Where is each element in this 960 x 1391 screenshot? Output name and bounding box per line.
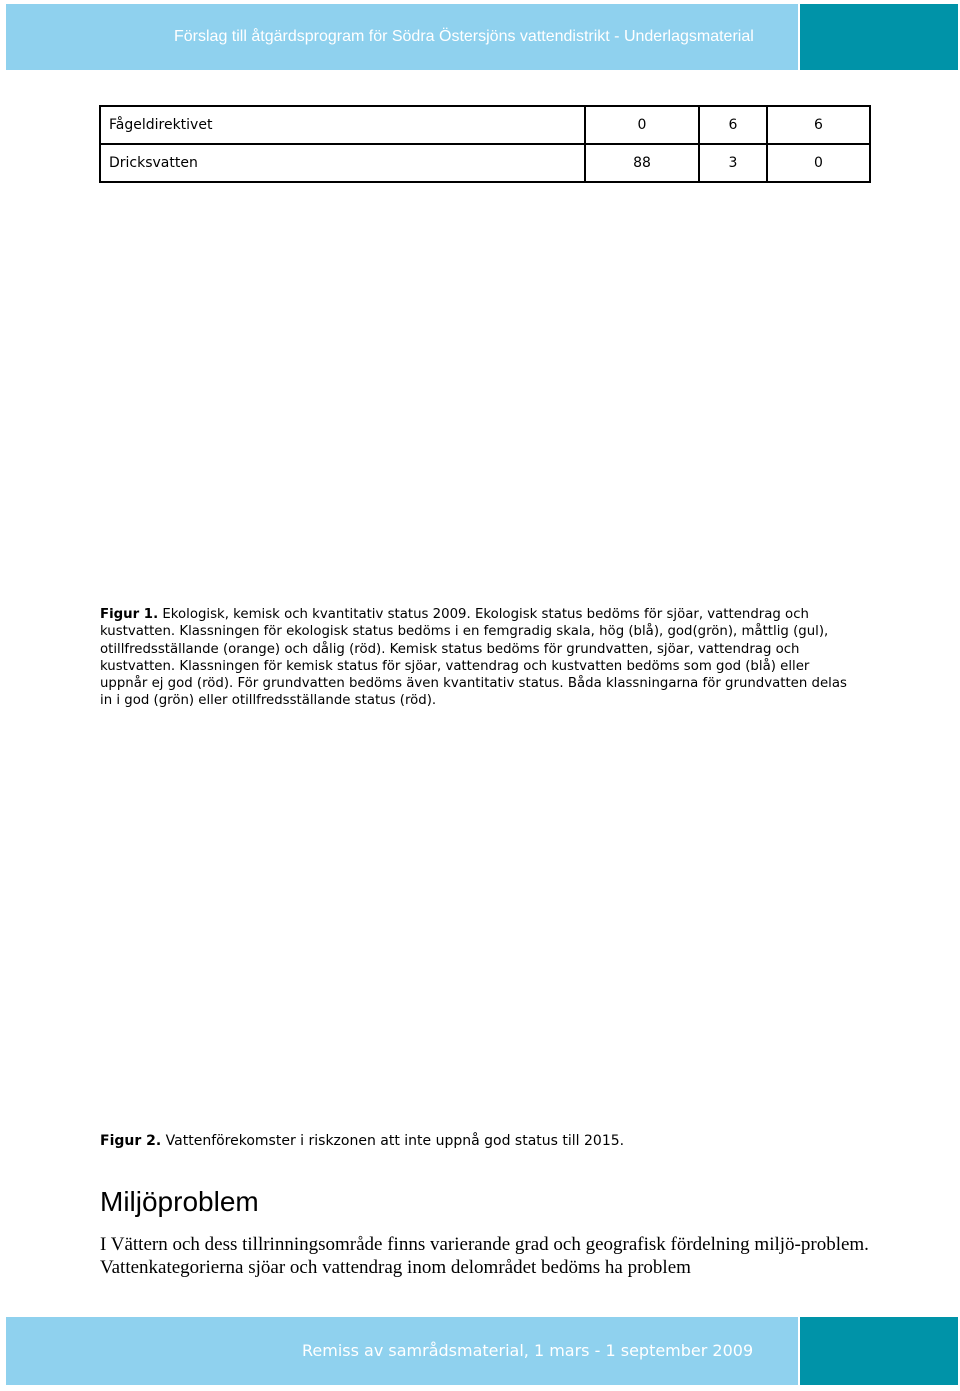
figure-1-text: Ekologisk, kemisk och kvantitativ status 2009. Ekologisk status bedöms för sjöar, vattendrag och kustvatten. Klassningen för ekologisk status bedöms i en femgradig skala, hög (blå), god(grön), måttlig (gul), otillfredsställande (orange) och dålig (röd). Kemisk status bedöms för grundvatten, sjöar, vattendrag och kustvatten. Klassningen för kemisk status för sjöar, vattendrag och kustvatten bedöms som god (blå) eller uppnår ej god (röd). För grundvatten bedöms även kvantitativ status. Båda klassningarna för grundvatten delas in i god (grön) eller otillfredsställande status (röd).: [100, 607, 847, 709]
header-accent-block: [800, 4, 958, 70]
figure-1-caption: [100, 606, 860, 710]
footer-accent-block: [800, 1317, 958, 1385]
status-table: [99, 105, 871, 183]
table-cell: 0: [767, 144, 870, 182]
table-cell: 3: [699, 144, 767, 182]
figure-1-label: Figur 1.: [100, 607, 159, 622]
header-title: Förslag till åtgärdsprogram för Södra Östersjöns vattendistrikt - Underlagsmaterial: [174, 28, 754, 45]
table-cell: 6: [699, 106, 767, 144]
footer-text: Remiss av samrådsmaterial, 1 mars - 1 september 2009: [302, 1341, 754, 1360]
table-row: [100, 144, 870, 182]
table-cell: Dricksvatten: [100, 144, 585, 182]
table-cell: 88: [585, 144, 699, 182]
table-cell: 6: [767, 106, 870, 144]
figure-2-caption: [100, 1133, 860, 1150]
table-cell: Fågeldirektivet: [100, 106, 585, 144]
section-heading: Miljöproblem: [100, 1186, 259, 1217]
table-cell: 0: [585, 106, 699, 144]
figure-2-label: Figur 2.: [100, 1133, 162, 1149]
table-row: [100, 106, 870, 144]
figure-2-text: Vattenförekomster i riskzonen att inte uppnå god status till 2015.: [165, 1133, 625, 1149]
section-body: I Vättern och dess tillrinningsområde finns varierande grad och geografisk fördelning miljö-problem. Vattenkategorierna sjöar och vattendrag inom delområdet bedöms ha problem: [100, 1234, 869, 1278]
